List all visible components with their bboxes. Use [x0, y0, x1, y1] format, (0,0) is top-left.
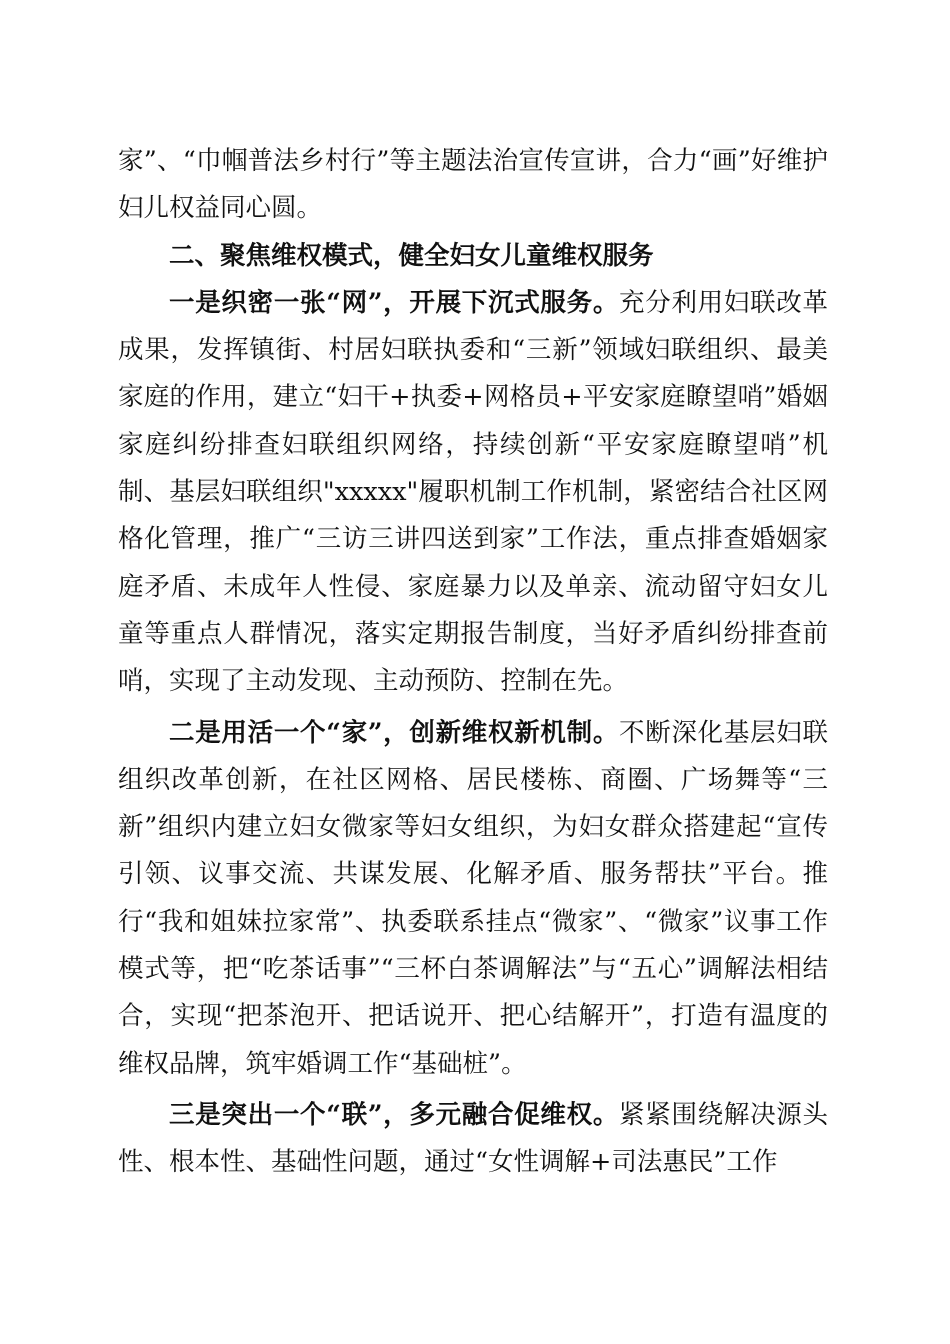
paragraph-home	[118, 710, 828, 1088]
paragraph-link	[118, 1092, 828, 1187]
document-body	[118, 138, 828, 1187]
paragraph-net	[118, 280, 828, 706]
continuation-text: 家”、“巾帼普法乡村行”等主题法治宣传宣讲，合力“画”好维护妇儿权益同心圆。	[118, 146, 828, 224]
section-heading: 二、聚焦维权模式，健全妇女儿童维权服务	[169, 240, 654, 271]
continuation-paragraph	[118, 138, 828, 233]
paragraph-net-lead: 一是织密一张“网”，开展下沉式服务。	[169, 287, 620, 318]
paragraph-link-body: 紧紧围绕解决源头性、根本性、基础性问题，通过“女性调解+司法惠民”工作	[118, 1099, 828, 1178]
paragraph-home-lead: 二是用活一个“家”，创新维权新机制。	[169, 717, 620, 748]
paragraph-home-body: 不断深化基层妇联组织改革创新，在社区网格、居民楼栋、商圈、广场舞等“三新”组织内建立妇女微家等妇女组织，为妇女群众搭建起“宣传引领、议事交流、共谋发展、化解矛盾、服务帮扶”平台。推行“我和姐妹拉家常”、执委联系挂点“微家”、“微家”议事工作模式等，把“吃茶话事”“三杯白茶调解法”与“五心”调解法相结合，实现“把茶泡开、把话说开、把心结解开”，打造有温度的维权品牌，筑牢婚调工作“基础桩”。	[118, 717, 828, 1079]
paragraph-net-body: 充分利用妇联改革成果，发挥镇街、村居妇联执委和“三新”领域妇联组织、最美家庭的作用，建立“妇干+执委+网格员+平安家庭瞭望哨”婚姻家庭纠纷排查妇联组织网络，持续创新“平安家庭瞭望哨”机制、基层妇联组织"xxxxx"履职机制工作机制，紧密结合社区网格化管理，推广“三访三讲四送到家”工作法，重点排查婚姻家庭矛盾、未成年人性侵、家庭暴力以及单亲、流动留守妇女儿童等重点人群情况，落实定期报告制度，当好矛盾纠纷排查前哨，实现了主动发现、主动预防、控制在先。	[118, 287, 828, 697]
paragraph-link-lead: 三是突出一个“联”，多元融合促维权。	[169, 1099, 620, 1130]
